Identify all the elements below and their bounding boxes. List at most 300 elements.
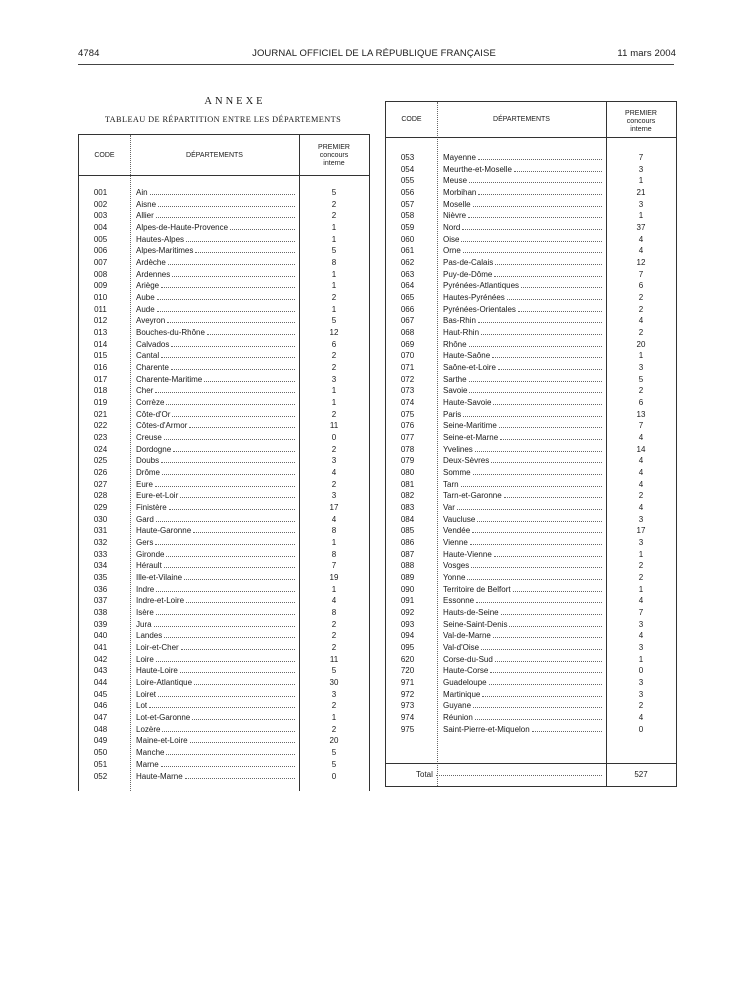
department-name: Alpes-de-Haute-Provence [136,223,229,232]
post-count: 0 [638,724,644,734]
leader-dots [156,584,295,592]
department-name-cell [136,187,295,199]
leader-dots [469,339,602,347]
post-count: 19 [329,573,339,583]
department-name: Aube [136,293,155,303]
department-code: 054 [400,164,415,174]
post-count: 1 [331,269,337,279]
department-code: 013 [93,328,108,338]
department-code: 034 [93,561,108,571]
publication-date: 11 mars 2004 [617,48,676,59]
department-name-cell [443,677,602,689]
post-count: 3 [638,514,644,524]
total-row [386,764,676,786]
department-name-cell [136,537,295,549]
table-row [79,315,369,327]
department-name: Hauts-de-Seine [443,608,499,618]
table-row [79,759,369,771]
post-count: 3 [638,363,644,373]
department-name: Corse-du-Sud [443,654,493,664]
department-name-cell [136,280,295,292]
department-name: Haute-Garonne [136,526,192,536]
table-row [79,269,369,281]
table-row [386,700,676,712]
post-count: 3 [331,456,337,466]
department-name: Val-de-Marne [443,631,491,641]
department-name-cell [136,362,295,374]
department-name: Nièvre [443,211,467,221]
department-name: Eure [136,479,153,489]
department-name: Nord [443,223,461,233]
post-count: 5 [331,188,337,197]
post-count: 4 [638,468,644,478]
annexe-title: ANNEXE [204,96,266,107]
department-code: 055 [400,176,415,186]
department-name: Lot [136,701,148,711]
post-count: 1 [331,234,337,244]
post-count: 1 [638,584,644,594]
department-code: 002 [93,199,108,209]
department-name-cell [443,362,602,374]
department-code: 057 [400,199,415,209]
post-count: 6 [638,281,644,291]
post-count: 7 [638,608,644,618]
department-name: Haute-Loire [136,666,178,676]
post-count: 8 [331,526,337,536]
department-name: Marne [136,759,159,769]
table-row [386,490,676,502]
department-name-cell [136,654,295,666]
department-code: 038 [93,608,108,618]
department-name: Haute-Vienne [443,549,492,559]
department-name-cell [443,572,602,584]
table-row [79,210,369,222]
department-name-cell [443,409,602,421]
table-row [386,677,676,689]
department-name-cell [443,397,602,409]
leader-dots [186,234,295,242]
department-name: Dordogne [136,444,172,454]
column-header-premier-line-3: interne [323,160,345,167]
department-code: 026 [93,468,108,478]
department-name: Saint-Pierre-et-Miquelon [443,724,530,734]
table-row [386,537,676,549]
table-row [386,374,676,386]
department-name: Gironde [136,549,165,559]
leader-dots [157,304,295,312]
post-count: 7 [638,421,644,431]
department-name-cell [443,245,602,257]
department-code: 049 [93,736,108,746]
post-count: 4 [638,456,644,466]
leader-dots [532,724,602,732]
leader-dots [499,420,602,428]
department-name: Seine-Saint-Denis [443,619,508,629]
post-count: 8 [331,258,337,268]
leader-dots [158,199,295,207]
department-code: 025 [93,456,108,466]
post-count: 5 [331,316,337,326]
table-row [386,420,676,432]
department-name-cell [136,665,295,677]
department-name-cell [443,712,602,724]
leader-dots [463,409,602,417]
department-name: Haute-Marne [136,771,183,781]
post-count: 4 [638,631,644,641]
table-row [386,152,676,164]
department-code: 006 [93,246,108,256]
department-code: 011 [94,304,107,314]
leader-dots [204,374,295,382]
leader-dots [514,164,602,172]
leader-dots [158,689,295,697]
leader-dots [501,607,602,615]
department-name: Sarthe [443,374,467,384]
leader-dots [461,479,602,487]
department-name: Cher [136,386,154,396]
department-code: 974 [400,713,415,723]
leader-dots [469,175,602,183]
leader-dots [161,350,295,358]
department-name-cell [136,572,295,584]
leader-dots [155,537,295,545]
table-row [386,210,676,222]
column-header-premier-line-1: PREMIER [318,144,350,151]
department-name-cell [136,432,295,444]
leader-dots [164,630,295,638]
post-count: 2 [331,444,337,454]
department-name: Maine-et-Loire [136,736,188,746]
department-code: 037 [93,596,108,606]
leader-dots [162,724,295,732]
leader-dots [161,455,295,463]
post-count: 4 [638,503,644,513]
department-name: Oise [443,234,460,244]
leader-dots [156,514,295,522]
department-code: 062 [400,258,415,268]
department-name-cell [443,269,602,281]
table-row [386,665,676,677]
department-code: 063 [400,269,415,279]
department-name: Seine-Maritime [443,421,497,431]
department-name-cell [443,222,602,234]
department-name-cell [136,677,295,689]
column-header-premier [299,144,369,168]
department-name: Isère [136,608,154,618]
department-name: Haute-Savoie [443,398,492,408]
leader-dots [186,595,295,603]
department-code: 043 [93,666,108,676]
department-name-cell [136,689,295,701]
department-name-cell [443,619,602,631]
leader-dots [194,677,295,685]
department-name: Haute-Corse [443,666,489,676]
department-name-cell [136,771,295,783]
table-row [79,537,369,549]
post-count: 2 [638,328,644,338]
department-name-cell [136,607,295,619]
post-count: 1 [638,549,644,559]
post-count: 2 [331,643,337,653]
department-name: Tarn-et-Garonne [443,491,502,501]
leader-dots [207,327,295,335]
department-name: Pyrénées-Orientales [443,304,516,314]
table-row [386,292,676,304]
department-name: Creuse [136,433,162,443]
table-row [386,304,676,316]
post-count: 3 [638,538,644,548]
leader-dots [469,374,602,382]
department-name-cell [136,759,295,771]
post-count: 3 [331,689,337,699]
department-name-cell [443,187,602,199]
leader-dots [509,619,602,627]
leader-dots [192,712,295,720]
leader-dots [481,642,602,650]
post-count: 21 [636,188,646,197]
leader-dots [436,774,602,776]
leader-dots [494,549,602,557]
department-name-cell [136,595,295,607]
table-row [386,444,676,456]
department-name-cell [136,315,295,327]
post-count: 7 [638,153,644,162]
table-row [386,572,676,584]
table-row [386,607,676,619]
department-code: 027 [93,479,108,489]
post-count: 1 [331,713,337,723]
department-name: Essonne [443,596,475,606]
department-code: 047 [93,713,108,723]
table-row [79,467,369,479]
leader-dots [478,315,602,323]
department-name: Hautes-Alpes [136,234,185,244]
post-count: 2 [331,211,337,221]
table-row [79,327,369,339]
leader-dots [156,654,295,662]
department-code: 042 [93,654,108,664]
leader-dots [473,467,602,475]
leader-dots [164,432,295,440]
table-row [79,724,369,736]
leader-dots [463,245,602,253]
post-count: 5 [638,374,644,384]
department-name-cell [136,455,295,467]
department-code: 007 [93,258,108,268]
table-row [79,572,369,584]
department-code: 029 [93,503,108,513]
department-code: 045 [93,689,108,699]
leader-dots [469,385,602,393]
department-code: 044 [93,678,108,688]
department-name: Ain [136,188,148,197]
leader-dots [518,304,602,312]
department-code: 071 [400,363,415,373]
department-name-cell [136,747,295,759]
department-name: Aisne [136,199,157,209]
leader-dots [156,607,295,615]
department-code: 972 [400,689,415,699]
leader-dots [171,362,295,370]
post-count: 1 [331,538,337,548]
department-code: 975 [400,724,415,734]
department-code: 016 [93,363,108,373]
leader-dots [494,269,602,277]
department-name-cell [136,222,295,234]
post-count: 11 [329,654,339,664]
post-count: 20 [329,736,339,746]
table-row [79,630,369,642]
table-row [386,642,676,654]
post-count: 0 [331,433,337,443]
department-code: 086 [400,538,415,548]
department-name-cell [136,234,295,246]
column-header-premier-line-1: PREMIER [625,110,657,117]
header-separator [386,137,676,138]
post-count: 7 [638,269,644,279]
post-count: 1 [331,386,337,396]
department-name: Ardèche [136,258,166,268]
post-count: 3 [638,643,644,653]
table-row [386,269,676,281]
table-row [386,187,676,199]
department-name-cell [136,514,295,526]
post-count: 4 [638,433,644,443]
department-name-cell [443,560,602,572]
header-rule [78,64,674,65]
leader-dots [498,362,602,370]
post-count: 1 [638,211,644,221]
department-name-cell [443,210,602,222]
department-name: Jura [136,619,152,629]
table-row [79,187,369,199]
department-name: Réunion [443,713,473,723]
table-row [386,549,676,561]
department-code: 003 [93,211,108,221]
page-number: 4784 [78,48,100,59]
table-row [79,595,369,607]
department-name-cell [136,339,295,351]
leader-dots [491,455,602,463]
department-code: 053 [400,153,415,162]
table-row [79,607,369,619]
leader-dots [507,292,602,300]
department-name: Mayenne [443,153,476,162]
department-code: 069 [400,339,415,349]
department-code: 074 [400,398,415,408]
department-name: Charente [136,363,169,373]
table-row [386,315,676,327]
department-code: 068 [400,328,415,338]
department-code: 035 [93,573,108,583]
department-code: 064 [400,281,415,291]
department-name-cell [443,164,602,176]
department-name-cell [136,269,295,281]
post-count: 5 [331,748,337,758]
total-label-cell [416,764,602,786]
department-code: 971 [400,678,415,688]
department-name-cell [443,432,602,444]
department-name-cell [136,712,295,724]
table-row [79,222,369,234]
department-code: 008 [93,269,108,279]
department-name-cell [443,537,602,549]
leader-dots [181,642,295,650]
post-count: 4 [638,596,644,606]
post-count: 2 [331,409,337,419]
department-name-cell [443,467,602,479]
department-name-cell [443,502,602,514]
department-code: 089 [400,573,415,583]
table-row [386,619,676,631]
department-code: 094 [400,631,415,641]
department-code: 079 [400,456,415,466]
post-count: 1 [331,398,337,408]
department-name: Var [443,503,455,513]
table-row [79,560,369,572]
leader-dots [193,525,295,533]
department-name-cell [443,385,602,397]
department-name-cell [443,490,602,502]
department-name-cell [443,525,602,537]
department-name: Paris [443,409,462,419]
annexe-subtitle: TABLEAU DE RÉPARTITION ENTRE LES DÉPARTEMENTS [104,115,342,124]
post-count: 17 [329,503,339,513]
department-code: 070 [400,351,415,361]
leader-dots [489,677,602,685]
department-code: 021 [93,409,108,419]
leader-dots [473,199,602,207]
department-name: Aveyron [136,316,166,326]
table-row [79,280,369,292]
leader-dots [161,759,295,767]
department-name-cell [443,175,602,187]
table-row [79,362,369,374]
department-code: 032 [93,538,108,548]
leader-dots [482,689,602,697]
post-count: 2 [638,304,644,314]
leader-dots [471,560,602,568]
table-row [79,234,369,246]
post-count: 4 [638,479,644,489]
department-name-cell [136,257,295,269]
department-code: 030 [93,514,108,524]
table-row [386,455,676,467]
department-code: 720 [400,666,415,676]
table-row [79,199,369,211]
department-code: 004 [93,223,108,232]
table-row [79,245,369,257]
department-code: 060 [400,234,415,244]
column-header-premier-line-2: concours [319,152,349,159]
department-name-cell [136,304,295,316]
leader-dots [166,549,295,557]
table-row [79,677,369,689]
leader-dots [171,339,295,347]
department-name-cell [136,549,295,561]
department-code: 009 [93,281,108,291]
department-name-cell [136,502,295,514]
table-row [386,362,676,374]
department-name: Morbihan [443,188,477,197]
journal-title: JOURNAL OFFICIEL DE LA RÉPUBLIQUE FRANÇAISE [252,48,496,59]
department-name: Gers [136,538,154,548]
post-count: 2 [331,631,337,641]
department-name: Territoire de Belfort [443,584,511,594]
department-name: Charente-Maritime [136,374,203,384]
table-row [79,654,369,666]
leader-dots [468,210,602,218]
